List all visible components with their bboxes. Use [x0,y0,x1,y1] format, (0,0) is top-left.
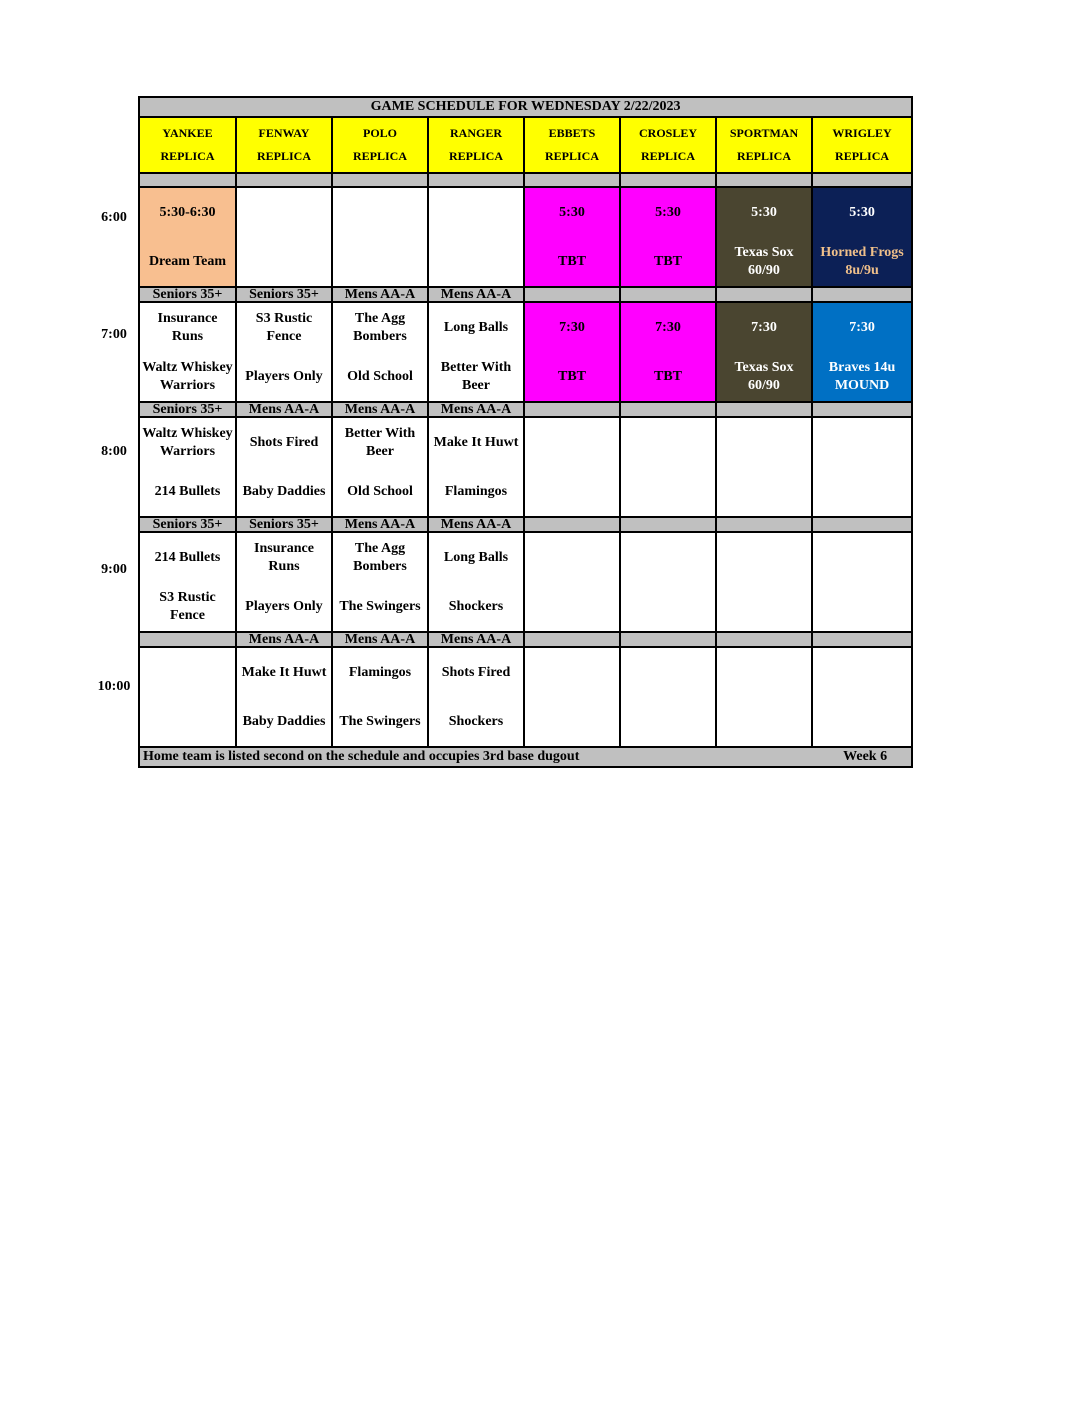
home-team-note: Home team is listed second on the schedule and occupies 3rd base dugout [143,749,580,764]
game-cell [524,417,620,517]
game-cell [332,417,428,517]
time-label: 6:00 [101,210,127,225]
division-label [620,402,716,417]
game-cell [139,302,236,402]
game-cell [620,417,716,517]
game-cell-bottom: Baby Daddies [242,483,326,499]
game-cell [716,532,812,632]
game-cell-top [717,533,811,582]
game-cell-top [813,418,911,467]
division-label [716,517,812,532]
game-cell-bottom: 214 Bullets [154,483,221,499]
division-label: Mens AA-A [428,517,524,532]
schedule-title: GAME SCHEDULE FOR WEDNESDAY 2/22/2023 [139,97,912,117]
division-label: Seniors 35+ [139,402,236,417]
game-cell-bottom: Texas Sox 60/90 [734,244,794,278]
game-cell [332,647,428,747]
time-slot-row [139,647,912,747]
division-label: Mens AA-A [332,632,428,647]
game-cell [428,647,524,747]
game-cell-top: Insurance Runs [254,540,314,574]
game-cell-top: 214 Bullets [154,549,221,565]
game-cell-bottom: Dream Team [148,253,227,269]
game-cell-bottom [813,697,911,746]
game-cell-top [717,418,811,467]
division-label: Mens AA-A [428,402,524,417]
game-cell [428,187,524,287]
game-cell-bottom: Better With Beer [440,359,512,393]
game-cell [812,532,912,632]
division-label [812,402,912,417]
game-cell-bottom: Old School [347,483,413,499]
game-cell-bottom [333,237,427,286]
game-cell-top: The Agg Bombers [353,310,407,344]
game-cell-top: S3 Rustic Fence [255,310,313,344]
game-cell-bottom [525,467,619,516]
field-header-polo: POLO REPLICA [332,117,428,173]
game-cell-bottom [429,237,523,286]
game-cell-top: Make It Huwt [433,434,519,450]
game-cell-bottom [237,237,331,286]
game-cell-top: 5:30 [849,204,875,220]
division-label: Mens AA-A [332,402,428,417]
division-label [620,287,716,302]
game-cell [716,647,812,747]
division-label: Mens AA-A [236,402,332,417]
time-label: 10:00 [97,679,131,694]
game-cell-bottom: TBT [557,253,586,269]
game-cell-bottom: Players Only [245,598,323,614]
game-cell [620,647,716,747]
game-cell [236,532,332,632]
game-cell-top: Long Balls [443,549,509,565]
game-cell [139,532,236,632]
game-cell [620,532,716,632]
game-cell-bottom [717,467,811,516]
game-cell-top: 5:30-6:30 [159,204,216,220]
game-cell-top: Shots Fired [249,434,319,450]
division-label: Mens AA-A [428,287,524,302]
game-cell [620,187,716,287]
game-cell-top: 5:30 [751,204,777,220]
game-cell-top: Better With Beer [344,425,416,459]
game-cell-top [621,533,715,582]
game-cell-bottom: TBT [653,368,682,384]
game-cell-top: 7:30 [849,319,875,335]
game-cell-top: Waltz Whiskey Warriors [142,425,233,459]
game-cell-bottom [621,467,715,516]
time-slot-row [139,417,912,517]
game-cell [716,187,812,287]
division-label [236,173,332,187]
division-label [139,173,236,187]
game-cell-bottom: Texas Sox 60/90 [734,359,794,393]
division-label [620,173,716,187]
field-header-wrigley: WRIGLEY REPLICA [812,117,912,173]
game-cell-bottom [140,697,235,746]
game-cell-top: 7:30 [655,319,681,335]
time-slot-row [139,187,912,287]
game-cell-bottom: The Swingers [339,713,421,729]
game-cell [332,532,428,632]
game-cell [812,417,912,517]
division-label [812,632,912,647]
division-label: Seniors 35+ [139,287,236,302]
game-cell [236,187,332,287]
division-label [524,287,620,302]
game-cell-top [621,648,715,697]
game-cell [236,647,332,747]
division-row [139,632,912,647]
game-cell-top: 7:30 [559,319,585,335]
time-label: 7:00 [101,327,127,342]
division-label: Mens AA-A [428,632,524,647]
game-cell-top [813,648,911,697]
division-label [524,632,620,647]
game-cell-top: 5:30 [559,204,585,220]
game-cell-bottom: Shockers [448,713,504,729]
game-cell [332,302,428,402]
game-cell-top: The Agg Bombers [353,540,407,574]
game-cell-bottom: Flamingos [444,483,508,499]
field-header-sportman: SPORTMAN REPLICA [716,117,812,173]
division-row [139,517,912,532]
game-cell [236,302,332,402]
game-cell-top [717,648,811,697]
game-cell-bottom: Braves 14u MOUND [828,359,896,393]
division-label [716,287,812,302]
time-slot-row [139,532,912,632]
game-cell-top [525,648,619,697]
game-cell-bottom [717,582,811,631]
game-cell [620,302,716,402]
division-row [139,173,912,187]
game-cell [524,647,620,747]
game-cell-bottom: The Swingers [339,598,421,614]
division-label: Seniors 35+ [139,517,236,532]
division-label [620,517,716,532]
division-label [812,287,912,302]
game-cell-top [140,648,235,697]
game-cell-top: 7:30 [751,319,777,335]
division-row [139,287,912,302]
division-label: Mens AA-A [332,287,428,302]
game-cell-bottom [813,467,911,516]
game-cell-top: Flamingos [348,664,412,680]
game-cell [812,187,912,287]
field-header-ebbets: EBBETS REPLICA [524,117,620,173]
game-cell-bottom: TBT [557,368,586,384]
game-cell [716,417,812,517]
game-cell [812,647,912,747]
game-cell-bottom: Waltz Whiskey Warriors [142,359,233,393]
division-label [716,173,812,187]
schedule-footer [139,747,912,767]
division-row [139,402,912,417]
game-cell-bottom: Shockers [448,598,504,614]
game-cell [524,302,620,402]
division-label [524,173,620,187]
division-label [716,402,812,417]
game-cell-bottom [813,582,911,631]
game-cell-top [525,533,619,582]
game-cell [524,532,620,632]
time-label: 8:00 [101,444,127,459]
game-cell-bottom [621,582,715,631]
game-cell-bottom [717,697,811,746]
game-cell-top: Make It Huwt [241,664,327,680]
game-cell [428,417,524,517]
game-cell-top: Insurance Runs [157,310,218,344]
game-cell-top: Long Balls [443,319,509,335]
game-cell [139,647,236,747]
game-cell [716,302,812,402]
game-cell-top [813,533,911,582]
game-cell-bottom: Horned Frogs 8u/9u [820,244,904,278]
division-label: Mens AA-A [332,517,428,532]
game-cell [139,417,236,517]
schedule-table [138,96,913,768]
game-cell [428,302,524,402]
division-label [139,632,236,647]
game-cell-top [525,418,619,467]
division-label [332,173,428,187]
time-label: 9:00 [101,562,127,577]
game-cell-top [429,188,523,237]
division-label: Seniors 35+ [236,287,332,302]
division-label [620,632,716,647]
game-cell [524,187,620,287]
game-cell [812,302,912,402]
game-cell [428,532,524,632]
division-label [428,173,524,187]
division-label [812,517,912,532]
game-cell-top: Shots Fired [441,664,511,680]
division-label [716,632,812,647]
game-cell-bottom [621,697,715,746]
game-cell-top: 5:30 [655,204,681,220]
division-label [812,173,912,187]
division-label: Mens AA-A [236,632,332,647]
game-cell-bottom: TBT [653,253,682,269]
field-header-fenway: FENWAY REPLICA [236,117,332,173]
field-header-yankee: YANKEE REPLICA [139,117,236,173]
game-cell-bottom: S3 Rustic Fence [159,589,216,623]
game-cell-top [237,188,331,237]
week-label: Week 6 [843,749,888,764]
field-header-ranger: RANGER REPLICA [428,117,524,173]
game-cell-bottom [525,582,619,631]
division-label [524,517,620,532]
game-cell-bottom: Old School [347,368,413,384]
game-cell-top [621,418,715,467]
game-cell-top [333,188,427,237]
game-cell-bottom: Baby Daddies [242,713,326,729]
game-cell [236,417,332,517]
time-slot-row [139,302,912,402]
game-cell-bottom: Players Only [245,368,323,384]
field-header-crosley: CROSLEY REPLICA [620,117,716,173]
division-label: Seniors 35+ [236,517,332,532]
division-label [524,402,620,417]
game-cell-bottom [525,697,619,746]
game-cell [139,187,236,287]
game-cell [332,187,428,287]
